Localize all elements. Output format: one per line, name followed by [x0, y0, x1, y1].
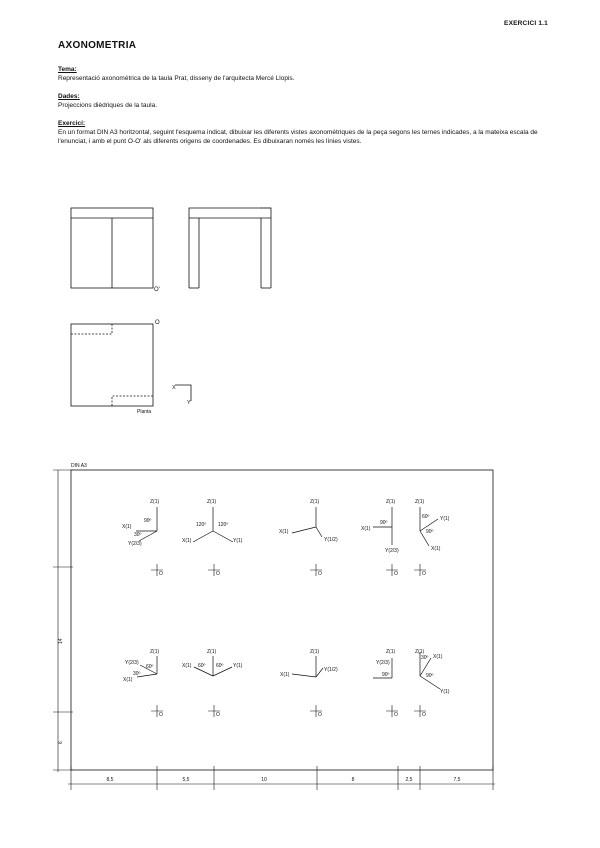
triad-4-label: Y(2/3): [385, 548, 399, 554]
front-view: [71, 208, 153, 288]
triad-1-label: X(1): [122, 524, 132, 530]
vertical-dimension: [53, 470, 73, 772]
triad-5-label: 90º: [426, 529, 434, 535]
triad-8-label: X(1): [280, 672, 290, 678]
triad-6-label: 60º: [146, 664, 154, 670]
dim-h-2: 5,5: [182, 777, 190, 783]
sheet-label: DIN A3: [71, 463, 87, 469]
triad-3-label: X(1): [279, 529, 289, 535]
plan-label: Planta: [137, 409, 152, 415]
horizontal-dimension: [68, 766, 495, 790]
origin-marks: [151, 564, 426, 717]
triad-2-label: X(1): [182, 538, 192, 544]
dim-h-6: 7,5: [453, 777, 461, 783]
triad-5-label: Y(1): [440, 516, 450, 522]
triad-10-label: Y(1): [440, 689, 450, 695]
origin-plan-label: O: [155, 320, 160, 326]
plan-view: [71, 324, 153, 406]
origin-label: O: [394, 571, 398, 577]
triad-9-label: Y(2/3): [376, 660, 390, 666]
dim-h-3: 10: [261, 777, 267, 783]
triad-10-label: 30º: [421, 655, 429, 661]
triad-1-label: 30º: [134, 532, 142, 538]
exercise-number: EXERCICI 1.1: [504, 20, 548, 27]
triad-4-axes: [373, 507, 392, 545]
din-a3-sheet: [71, 470, 493, 770]
triad-4-label: Z(1): [386, 499, 396, 505]
dades-text: Projeccions dièdriques de la taula.: [58, 102, 158, 109]
triad-10-label: Z(1): [415, 649, 425, 655]
triad-8-axes: [292, 656, 323, 677]
triad-8-label: Z(1): [310, 649, 320, 655]
dim-h-4: 8: [351, 777, 355, 783]
triad-10-label: X(1): [433, 654, 443, 660]
dim-h-1: 8,5: [106, 777, 114, 783]
tema-text: Representació axonomètrica de la taula Prat, disseny de l'arquitecta Mercé Llopis.: [58, 75, 295, 82]
axis-x-label: X: [172, 385, 176, 391]
triad-5-axes: [420, 507, 438, 546]
dim-v-6: 6: [58, 741, 64, 744]
dim-v-14: 14: [58, 638, 64, 644]
triad-5-label: X(1): [431, 546, 441, 552]
origin-label: O: [216, 712, 220, 718]
triad-8-label: Y(1/2): [324, 667, 338, 673]
triad-10-label: 90º: [426, 673, 434, 679]
triad-6-label: X(1): [123, 677, 133, 683]
triad-6-label: Z(1): [150, 649, 160, 655]
origin-front-label: O': [154, 287, 160, 293]
triad-2-label: Z(1): [207, 499, 217, 505]
triad-7-label: 60º: [216, 663, 224, 669]
dim-h-5: 2,5: [405, 777, 413, 783]
triad-4-label: 90º: [380, 520, 388, 526]
triad-1-label: Z(1): [150, 499, 160, 505]
triad-7-label: 60º: [198, 663, 206, 669]
origin-label: O: [422, 712, 426, 718]
tema-heading: Tema:: [58, 66, 77, 73]
origin-label: O: [159, 571, 163, 577]
dades-heading: Dades:: [58, 93, 80, 100]
triad-9-label: 90º: [382, 672, 390, 678]
axis-y-label: Y: [187, 400, 191, 406]
exercici-heading: Exercici:: [58, 120, 86, 127]
triad-2-label: 120º: [218, 522, 229, 528]
triad-3-label: Z(1): [310, 499, 320, 505]
page-title: AXONOMETRIA: [58, 40, 137, 51]
side-view: [189, 208, 271, 288]
triad-6-label: Y(2/3): [125, 660, 139, 666]
triad-7-label: Y(1): [233, 663, 243, 669]
origin-label: O: [422, 571, 426, 577]
exercici-text: En un format DIN A3 horitzontal, seguint l'esquema indicat, dibuixar les diferents vistes axonomètriques de la peça segons les ternes indicades, a la mateixa escala de l'enunciat, i amb el punt O-O' als diferents origens de coordenades. Es dibuixaran només les línies vistes.: [58, 129, 538, 145]
origin-label: O: [318, 712, 322, 718]
triad-1-label: Y(2/3): [128, 541, 142, 547]
triad-2-label: Y(1): [233, 538, 243, 544]
origin-label: O: [216, 571, 220, 577]
triad-3-axes: [292, 507, 322, 537]
triad-7-label: Z(1): [207, 649, 217, 655]
triad-5-label: Z(1): [415, 499, 425, 505]
triad-6-label: 30º: [133, 671, 141, 677]
triad-2-label: 120º: [196, 522, 207, 528]
triad-4-label: X(1): [361, 526, 371, 532]
triad-5-label: 60º: [422, 514, 430, 520]
xy-axis-marker: [175, 385, 191, 401]
triad-1-label: 90º: [144, 518, 152, 524]
origin-label: O: [159, 712, 163, 718]
triad-7-label: X(1): [182, 663, 192, 669]
triad-3-label: Y(1/2): [324, 537, 338, 543]
origin-label: O: [318, 571, 322, 577]
triad-9-label: Z(1): [386, 649, 396, 655]
origin-label: O: [394, 712, 398, 718]
